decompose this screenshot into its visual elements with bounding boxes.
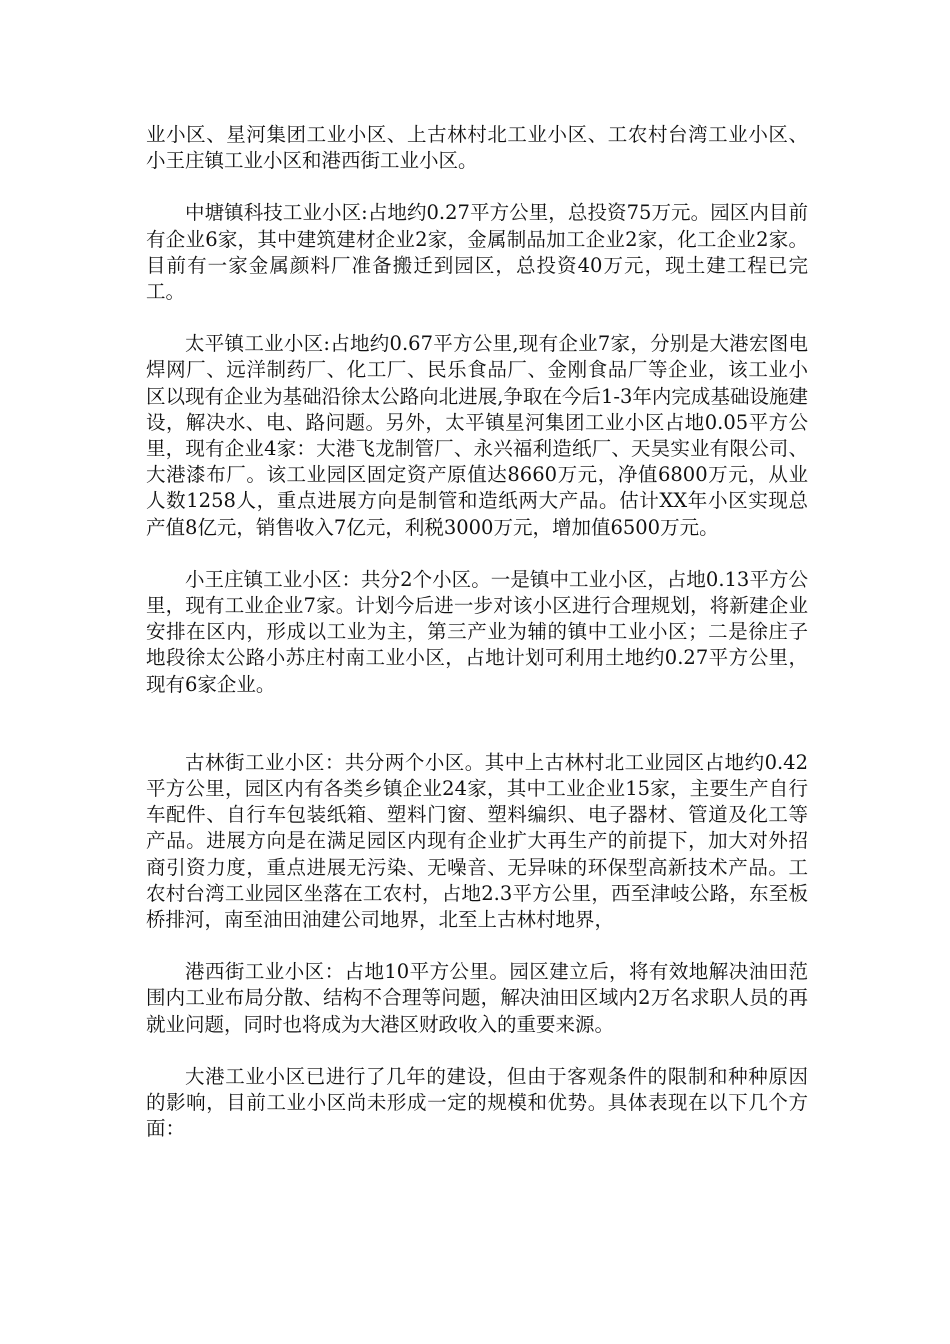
- paragraph-continuation: 业小区、星河集团工业小区、上古林村北工业小区、工农村台湾工业小区、小王庄镇工业小区和港西街工业小区。: [146, 123, 808, 173]
- paragraph-gulin: 古林街工业小区：共分两个小区。其中上古林村北工业园区占地约0.42平方公里，园区内有各类乡镇企业24家，其中工业企业15家，主要生产自行车配件、自行车包装纸箱、塑料门窗、塑料编织、电子器材、管道及化工等产品。进展方向是在满足园区内现有企业扩大再生产的前提下，加大对外招商引资力度，重点进展无污染、无噪音、无异味的环保型高新技术产品。工农村台湾工业园区坐落在工农村，占地2.3平方公里，西至津岐公路，东至板桥排河，南至油田油建公司地界，北至上古林村地界，: [146, 750, 808, 932]
- paragraph-gangxi: 港西街工业小区：占地10平方公里。园区建立后，将有效地解决油田范围内工业布局分散、结构不合理等问题，解决油田区域内2万名求职人员的再就业问题，同时也将成为大港区财政收入的重要来源。: [146, 960, 808, 1036]
- paragraph-zhongtang: 中塘镇科技工业小区:占地约0.27平方公里，总投资75万元。园区内目前有企业6家，其中建筑建材企业2家，金属制品加工企业2家，化工企业2家。目前有一家金属颜料厂准备搬迁到园区，总投资40万元，现土建工程已完工。: [146, 201, 808, 304]
- paragraph-xiaowangzhuang: 小王庄镇工业小区：共分2个小区。一是镇中工业小区，占地0.13平方公里，现有工业企业7家。计划今后进一步对该小区进行合理规划，将新建企业安排在区内，形成以工业为主，第三产业为辅的镇中工业小区；二是徐庄子地段徐太公路小苏庄村南工业小区，占地计划可利用土地约0.27平方公里，现有6家企业。: [146, 567, 808, 696]
- paragraph-taiping: 太平镇工业小区:占地约0.67平方公里,现有企业7家，分别是大港宏图电焊网厂、远洋制药厂、化工厂、民乐食品厂、金刚食品厂等企业，该工业小区以现有企业为基础沿徐太公路向北进展,争取在今后1-3年内完成基础设施建设，解决水、电、路问题。另外，太平镇星河集团工业小区占地0.05平方公里，现有企业4家：大港飞龙制管厂、永兴福利造纸厂、天昊实业有限公司、大港漆布厂。该工业园区固定资产原值达8660万元，净值6800万元，从业人数1258人，重点进展方向是制管和造纸两大产品。估计XX年小区实现总产值8亿元，销售收入7亿元，利税3000万元，增加值6500万元。: [146, 332, 808, 539]
- document-body: [146, 122, 808, 1169]
- paragraph-summary: 大港工业小区已进行了几年的建设，但由于客观条件的限制和种种原因的影响，目前工业小区尚未形成一定的规模和优势。具体表现在以下几个方面：: [146, 1064, 808, 1141]
